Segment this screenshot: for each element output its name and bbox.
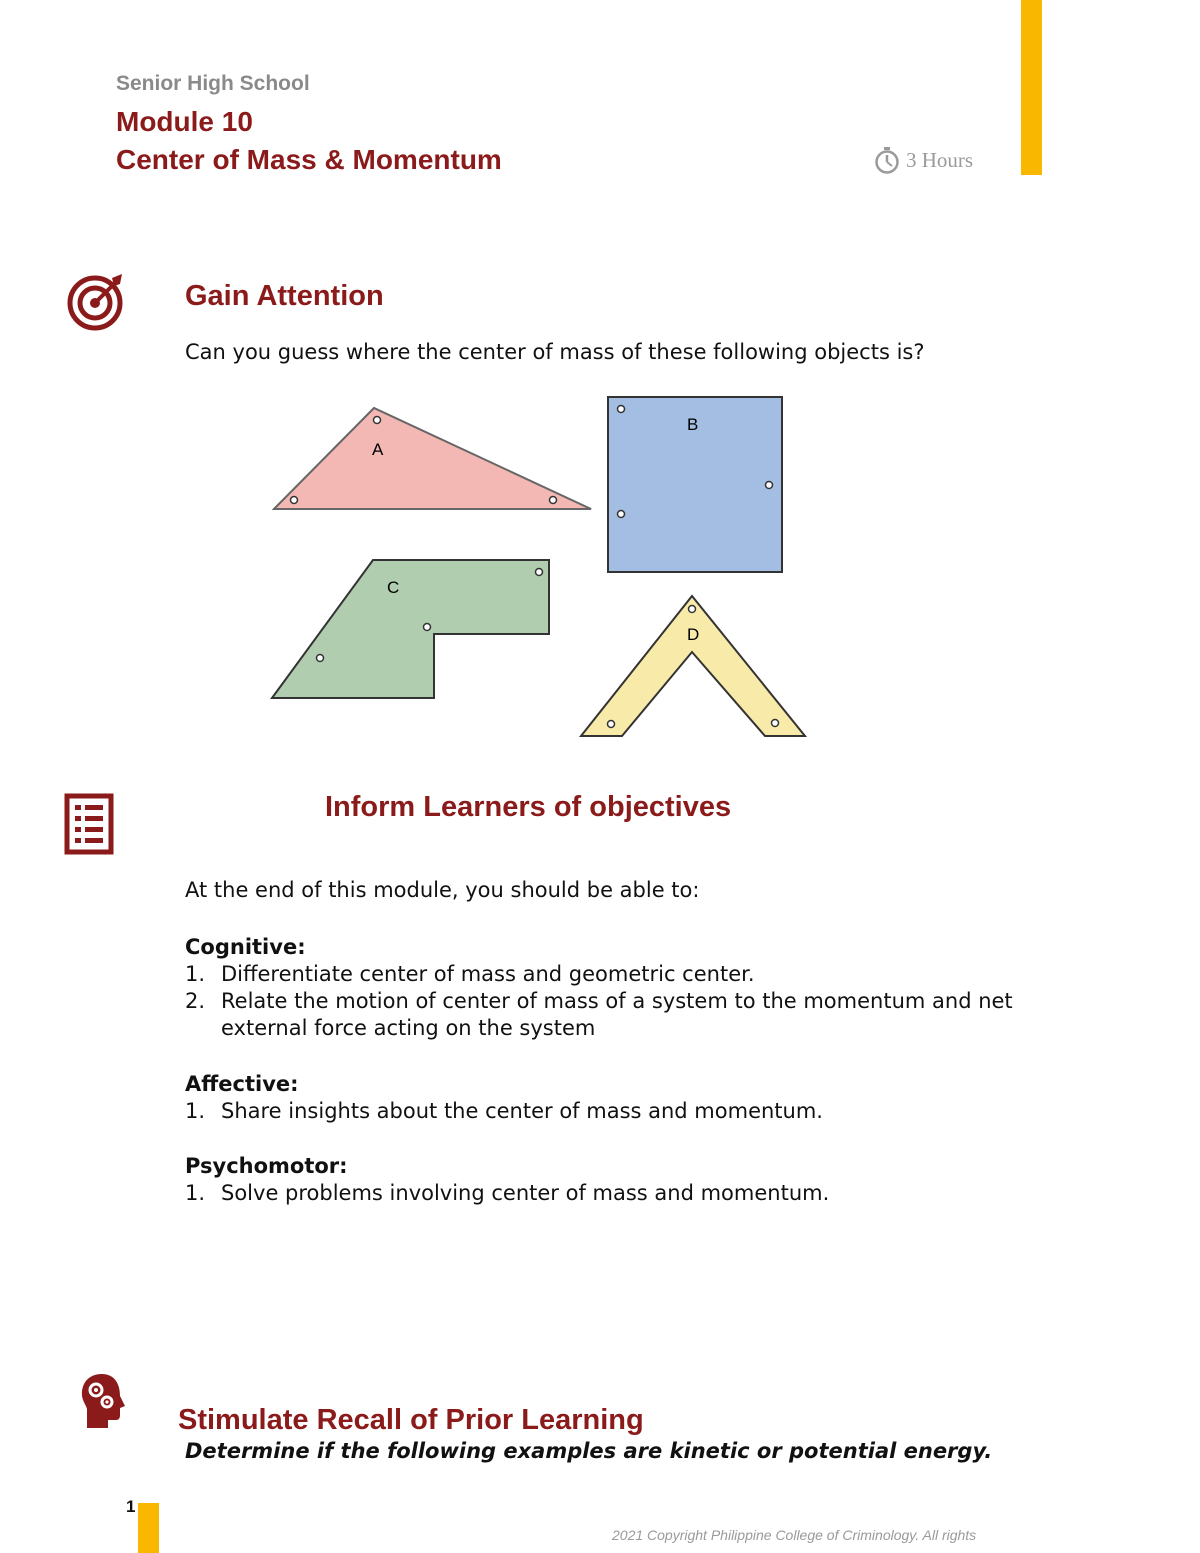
shape-a-triangle <box>274 408 591 509</box>
shape-c-lshape <box>272 560 549 698</box>
objectives-heading: Inform Learners of objectives <box>325 791 732 823</box>
list-item: 1. Solve problems involving center of mass and momentum. <box>185 1181 830 1205</box>
objectives-intro: At the end of this module, you should be able to: <box>185 878 700 902</box>
school-label: Senior High School <box>116 72 310 95</box>
affective-label: Affective: <box>185 1072 299 1096</box>
shape-b-label: B <box>687 415 699 434</box>
duration-text: 3 Hours <box>906 147 974 172</box>
shape-c-label: C <box>387 578 400 597</box>
list-item: 1. Share insights about the center of mass and momentum. <box>185 1099 823 1123</box>
recall-instruction: Determine if the following examples are kinetic or potential energy. <box>185 1439 993 1463</box>
cognitive-label: Cognitive: <box>185 935 306 959</box>
module-title: Center of Mass & Momentum <box>116 144 502 175</box>
duration <box>874 146 973 174</box>
affective-objectives <box>185 1071 1085 1125</box>
checklist-icon <box>64 793 114 855</box>
gain-attention-question: Can you guess where the center of mass of these following objects is? <box>185 340 925 364</box>
target-icon <box>66 272 128 332</box>
cognitive-objectives <box>185 934 1085 1042</box>
list-item: 1. Differentiate center of mass and geometric center. <box>185 962 755 986</box>
psychomotor-objectives <box>185 1153 1085 1207</box>
shape-d-label: D <box>687 625 700 644</box>
gain-attention-heading: Gain Attention <box>185 280 384 312</box>
list-item: 2. Relate the motion of center of mass of a system to the momentum and net external force acting on the system <box>185 989 1013 1040</box>
shape-d-chevron <box>581 596 805 736</box>
psychomotor-label: Psychomotor: <box>185 1154 348 1178</box>
shape-b-square <box>608 397 782 572</box>
shape-a-label: A <box>372 440 384 459</box>
bottom-accent-bar <box>138 1503 159 1553</box>
center-of-mass-shapes-figure <box>260 390 820 750</box>
stopwatch-icon <box>874 146 900 174</box>
module-number: Module 10 <box>116 106 253 137</box>
head-gears-icon <box>78 1372 128 1430</box>
copyright-notice: 2021 Copyright Philippine College of Criminology. All rights <box>612 1527 977 1543</box>
top-accent-bar <box>1021 0 1042 175</box>
page-number: 1 <box>126 1497 136 1516</box>
recall-heading: Stimulate Recall of Prior Learning <box>178 1404 644 1436</box>
